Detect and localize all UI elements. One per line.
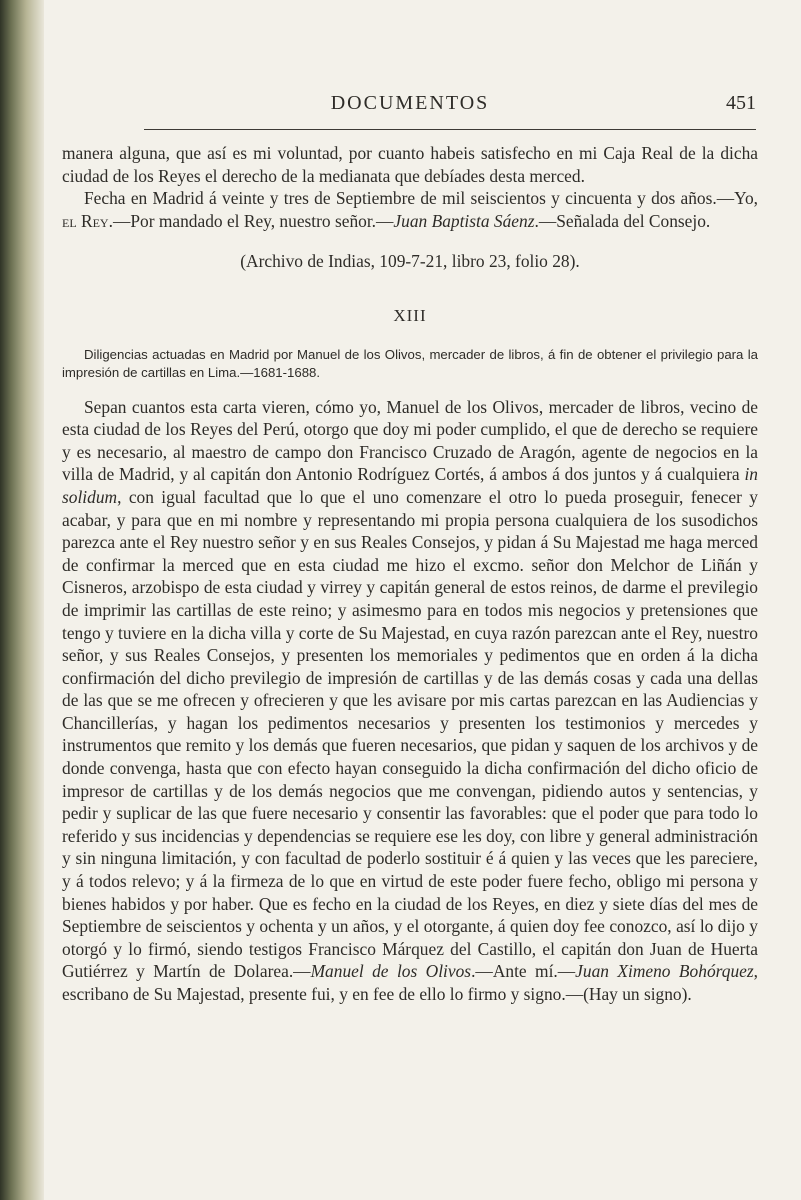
latin-phrase: in solidum	[62, 464, 758, 507]
main-text-part1: Sepan cuantos esta carta vieren, cómo yo, Manuel de los Olivos, mercader de libros, vecino de esta ciudad de los Reyes del Perú, otorgo que doy mi poder cumplido, el que de derecho se requiere y es necesario, al maestro de campo don Francisco Cruzado de Aragón, agente de negocios en la villa de Madrid, y al capitán don Antonio Rodríguez Cortés, á ambos á dos juntos y á cualquiera	[62, 396, 758, 485]
page-header	[64, 92, 756, 122]
page-body	[62, 142, 758, 1006]
main-paragraph	[62, 396, 758, 1006]
archive-source: (Archivo de Indias, 109-7-21, libro 23, folio 28).	[240, 251, 580, 272]
signature-olivos: Manuel de los Olivos	[310, 961, 472, 982]
main-text-part3: .—Ante mí.—	[471, 961, 576, 982]
main-text-part4: , escribano de Su Majestad, presente fui, y en fee de ello lo firmo y signo.—(Hay un signo).	[62, 961, 758, 1004]
section-number: XIII	[393, 305, 427, 325]
king-name: el Rey	[62, 210, 109, 231]
paragraph-dated-text: Fecha en Madrid á veinte y tres de Septiembre de mil seiscientos y cincuenta y dos años.—Yo,	[84, 188, 758, 209]
paragraph-dated-closing: .—Señalada del Consejo.	[534, 210, 711, 231]
signer-name: Juan Baptista Sáenz	[393, 210, 535, 231]
header-rule	[144, 129, 756, 130]
running-title: DOCUMENTOS	[330, 92, 490, 114]
paragraph-dated-mandate: .—Por mandado el Rey, nuestro señor.—	[108, 210, 394, 231]
page-number: 451	[726, 92, 756, 114]
paragraph-continued: manera alguna, que así es mi voluntad, por cuanto habeis satisfecho en mi Caja Real de la dicha ciudad de los Reyes el derecho de la medianata que debíades desta merced.	[62, 143, 758, 186]
document-summary: Diligencias actuadas en Madrid por Manuel de los Olivos, mercader de libros, á fin de obtener el privilegio para la impresión de cartillas en Lima.—1681-1688.	[62, 346, 758, 380]
signature-notary: Juan Ximeno Bohórquez	[575, 961, 754, 982]
paragraph-dated	[62, 187, 758, 232]
main-text-part2: , con igual facultad que lo que el uno comenzare el otro lo pueda proseguir, fenecer y acabar, y para que en mi nombre y representando mi propia persona cualquiera de los susodichos parezca ante el Rey nuestro señor y en sus Reales Consejos, y pidan á Su Majestad me haga merced de confirmar la merced que en esta ciudad me hizo el excmo. señor don Melchor de Liñán y Cisneros, arzobispo de esta ciudad y virrey y capitán general de estos reinos, de darme el previlegio de imprimir las cartillas de este reino; y asimesmo para en todos mis negocios y pretensiones que tengo y tuviere en la dicha villa y corte de Su Majestad, en cuya razón parezcan ante el Rey, nuestro señor, y sus Reales Consejos, y presenten los memoriales y pedimentos que en orden á la dicha confirmación del dicho previlegio de impresión de cartillas y de las demás cosas y cada una dellas de las que se me ofrecen y ofrecieren y que les avisare por mis cartas parezcan en las Audiencias y Chancillerías, y hagan los pedimentos necesarios y presenten los testimonios y mercedes y instrumentos que remito y los demás que fueren necesarios, que pidan y saquen de los archivos y de donde convenga, hasta que con efecto hayan conseguido la dicha confirmación del dicho oficio de impresor de cartillas y de los demás negocios que me convengan, pidiendo autos y sentencias, y pedir y suplicar de las que fuere necesario y consentir las favorables: que el poder que para todo lo referido y sus incidencias y dependencias se requiere ese les doy, con libre y general administración y sin ninguna limitación, y con facultad de poderlo sostituir é á quien y las veces que les pareciere, y á todos relevo; y á la firmeza de lo que en virtud de este poder fuere fecho, obligo mi persona y bienes habidos y por haber. Que es fecho en la ciudad de los Reyes, en diez y siete días del mes de Septiembre de seiscientos y ochenta y un años, y el otorgante, á quien doy fee conozco, así lo dijo y otorgó y lo firmó, siendo testigos Francisco Márquez del Castillo, el capitán don Juan de Huerta Gutiérrez y Martín de Dolarea.—	[62, 486, 758, 982]
